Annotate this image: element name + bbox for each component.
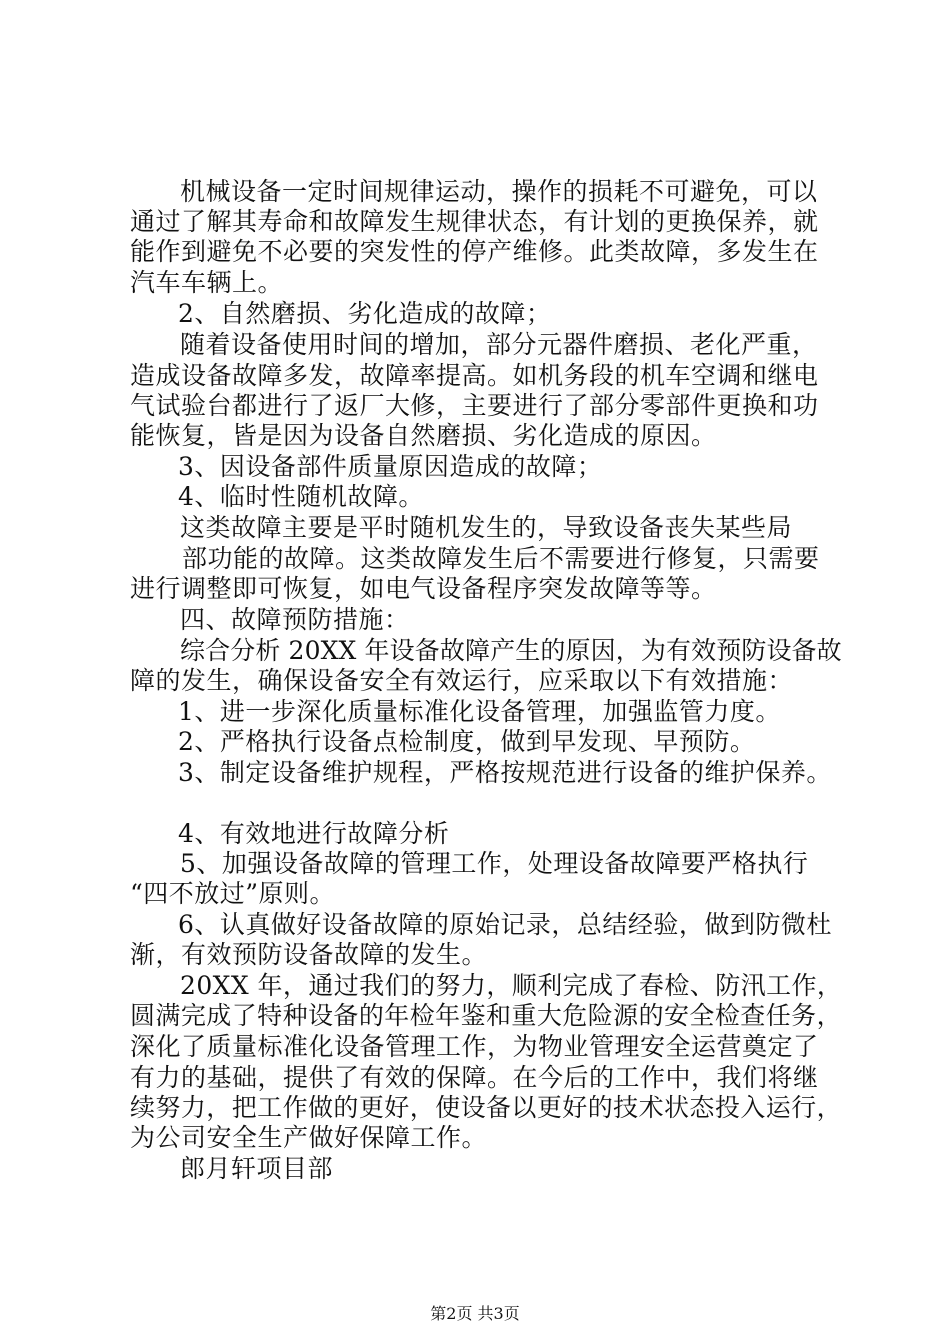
text-line: 6、认真做好设备故障的原始记录，总结经验，做到防微杜 [178,910,832,939]
page-footer: 第2页 共3页 [430,1304,520,1323]
text-line: 障的发生，确保设备安全有效运行，应采取以下有效措施： [130,666,794,695]
text-line: 续努力，把工作做的更好，使设备以更好的技术状态投入运行， [130,1093,843,1122]
text-line: 通过了解其寿命和故障发生规律状态，有计划的更换保养，就 [130,207,819,236]
text-line: 气试验台都进行了返厂大修，主要进行了部分零部件更换和功 [130,391,819,420]
text-line: “四不放过”原则。 [130,879,336,908]
text-line: 这类故障主要是平时随机发生的，导致设备丧失某些局 [180,513,793,542]
text-line: 有力的基础，提供了有效的保障。在今后的工作中，我们将继 [130,1063,819,1092]
text-line: 部功能的故障。这类故障发生后不需要进行修复，只需要 [182,544,820,573]
text-line: 造成设备故障多发，故障率提高。如机务段的机车空调和继电 [130,361,819,390]
text-line: 5、加强设备故障的管理工作，处理设备故障要严格执行 [180,849,809,878]
text-line: 圆满完成了特种设备的年检年鉴和重大危险源的安全检查任务， [130,1001,843,1030]
text-line: 3、因设备部件质量原因造成的故障； [178,452,603,481]
text-line: 随着设备使用时间的增加，部分元器件磨损、老化严重， [180,330,818,359]
text-line: 4、有效地进行故障分析 [178,819,450,848]
text-line: 进行调整即可恢复，如电气设备程序突发故障等等。 [130,574,717,603]
text-line: 4、临时性随机故障。 [178,482,424,511]
text-line: 2、严格执行设备点检制度，做到早发现、早预防。 [178,727,756,756]
text-line: 3、制定设备维护规程，严格按规范进行设备的维护保养。 [178,758,832,787]
text-line: 能恢复，皆是因为设备自然磨损、劣化造成的原因。 [130,421,717,450]
text-line: 深化了质量标准化设备管理工作，为物业管理安全运营奠定了 [130,1032,819,1061]
text-line: 汽车车辆上。 [130,268,284,297]
text-line: 1、进一步深化质量标准化设备管理，加强监管力度。 [178,697,781,726]
text-line: 综合分析 20XX 年设备故障产生的原因，为有效预防设备故 [180,636,842,665]
section-heading: 四、故障预防措施： [180,605,410,634]
text-line: 能作到避免不必要的突发性的停产维修。此类故障，多发生在 [130,237,819,266]
signature-line: 郎月轩项目部 [180,1154,334,1183]
text-line: 2、自然磨损、劣化造成的故障； [178,299,552,328]
text-line: 20XX 年，通过我们的努力，顺利完成了春检、防汛工作， [180,971,843,1000]
text-line: 渐，有效预防设备故障的发生。 [130,940,488,969]
text-line: 为公司安全生产做好保障工作。 [130,1123,488,1152]
text-line: 机械设备一定时间规律运动，操作的损耗不可避免，可以 [180,177,818,206]
